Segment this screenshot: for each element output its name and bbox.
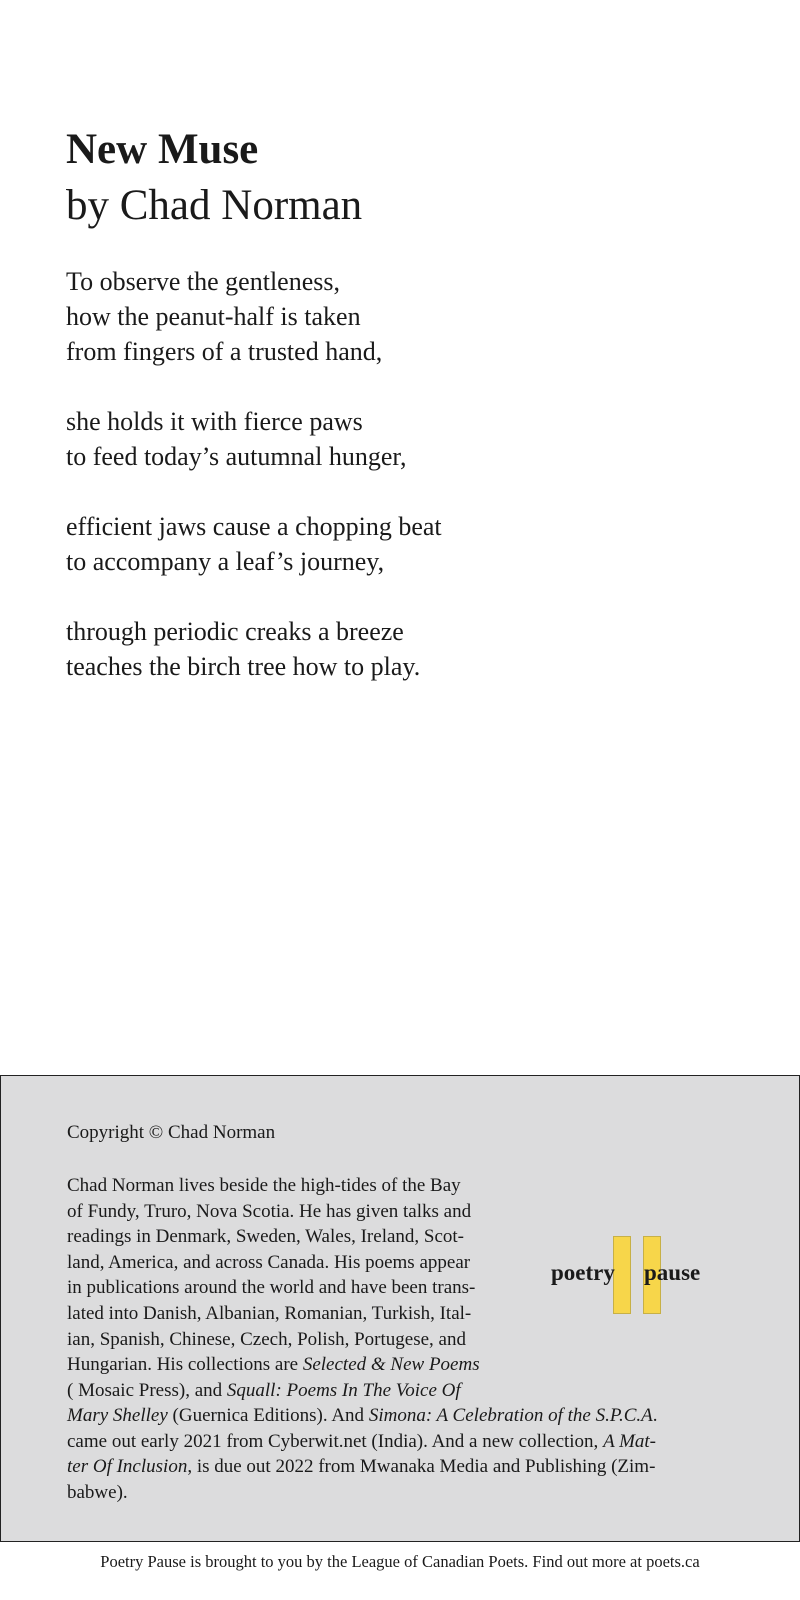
poem-section <box>66 122 726 719</box>
book-title: Squall: Poems In The Voice Of <box>226 1379 461 1401</box>
bio-line: babwe). <box>67 1481 128 1503</box>
poem-line: teaches the birch tree how to play. <box>66 652 421 681</box>
logo-word-pause: pause <box>644 1260 701 1285</box>
author-bio-continued <box>67 1403 737 1505</box>
logo-bar-left <box>613 1236 631 1314</box>
copyright-notice: Copyright © Chad Norman <box>67 1122 276 1143</box>
bio-line: land, America, and across Canada. His poems appear <box>67 1251 471 1273</box>
bio-line: of Fundy, Truro, Nova Scotia. He has given talks and <box>67 1200 472 1222</box>
bio-line: Chad Norman lives beside the high-tides of the Bay <box>67 1175 461 1196</box>
author-info-box <box>0 1075 800 1542</box>
bio-line: ian, Spanish, Chinese, Czech, Polish, Portugese, and <box>67 1328 466 1350</box>
bio-text: ( Mosaic Press), and <box>67 1379 227 1401</box>
bio-line <box>67 1403 737 1429</box>
poem-line: to accompany a leaf’s journey, <box>66 547 385 576</box>
poem-line: from fingers of a trusted hand, <box>66 337 383 366</box>
poem-line: to feed today’s autumnal hunger, <box>66 442 407 471</box>
footer-credit: Poetry Pause is brought to you by the League of Canadian Poets. Find out more at poets.ca <box>100 1552 700 1571</box>
logo-word-poetry: poetry <box>551 1260 615 1285</box>
bio-line <box>67 1352 539 1378</box>
bio-line: lated into Danish, Albanian, Romanian, Turkish, Ital- <box>67 1302 472 1324</box>
bio-line <box>67 1429 737 1455</box>
bio-text: (Guernica Editions). And <box>167 1405 369 1426</box>
stanza-4 <box>66 614 726 684</box>
poetry-pause-logo <box>551 1236 731 1316</box>
bio-line: in publications around the world and have been trans- <box>67 1277 476 1299</box>
bio-text: . <box>652 1405 658 1426</box>
poem-title: New Muse <box>66 126 259 173</box>
book-title: A Mat- <box>603 1430 657 1452</box>
bio-text: came out early 2021 from Cyberwit.net (India). And a new collection, <box>67 1430 604 1452</box>
book-title: Selected & New Poems <box>302 1354 480 1376</box>
bio-line <box>67 1378 539 1404</box>
book-title: Simona: A Celebration of the S.P.C.A <box>368 1405 653 1426</box>
stanza-1 <box>66 264 726 369</box>
poem-line: To observe the gentleness, <box>66 267 340 296</box>
poem-byline: by Chad Norman <box>66 182 363 229</box>
poem-line: efficient jaws cause a chopping beat <box>66 512 442 541</box>
poem-body <box>66 264 726 684</box>
poem-line: how the peanut-half is taken <box>66 302 361 331</box>
bio-text: Hungarian. His collections are <box>67 1354 303 1376</box>
poem-line: she holds it with fierce paws <box>66 407 363 436</box>
poem-line: through periodic creaks a breeze <box>66 617 404 646</box>
bio-line <box>67 1454 737 1480</box>
stanza-3 <box>66 509 726 579</box>
book-title: Mary Shelley <box>67 1405 168 1426</box>
bio-line: readings in Denmark, Sweden, Wales, Ireland, Scot- <box>67 1226 465 1248</box>
book-title: ter Of Inclusion <box>67 1456 188 1478</box>
author-bio <box>67 1173 539 1403</box>
bio-text: , is due out 2022 from Mwanaka Media and Publishing (Zim- <box>187 1456 656 1478</box>
stanza-2 <box>66 404 726 474</box>
